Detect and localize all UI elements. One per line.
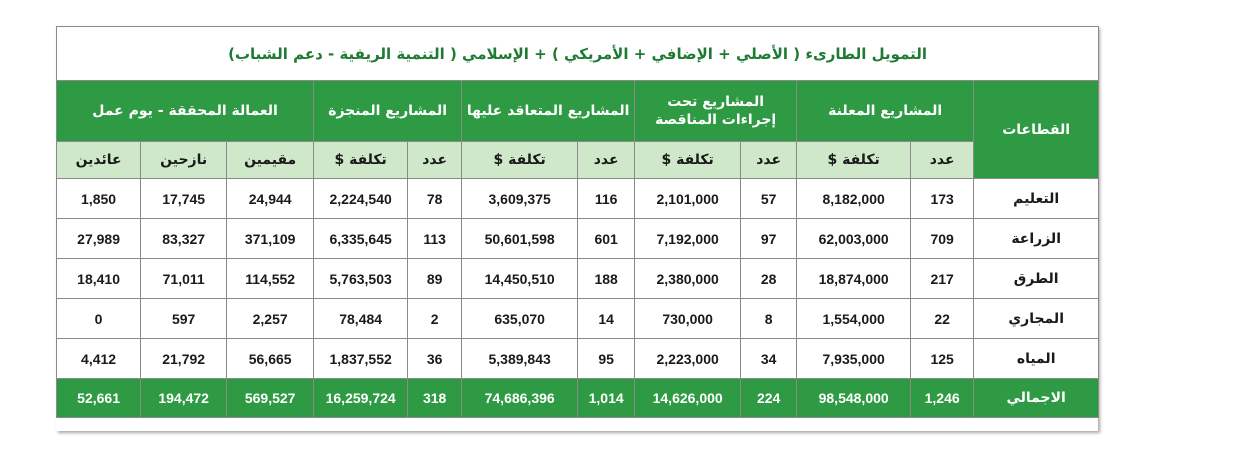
announced-cost-header: تكلفة $ (797, 142, 911, 179)
completed-header: المشاريع المنجزة (314, 81, 462, 142)
total-displaced-cell: 194,472 (141, 379, 227, 418)
displaced-cell: 83,327 (141, 219, 227, 259)
completed-cost-cell: 78,484 (314, 299, 408, 339)
completed-count-cell: 36 (408, 339, 462, 379)
tendering-count-cell: 28 (741, 259, 797, 299)
total-returnees-cell: 52,661 (57, 379, 141, 418)
funding-table (56, 26, 1099, 418)
title-row (57, 27, 1099, 81)
completed-count-cell: 2 (408, 299, 462, 339)
total-announced-count-cell: 1,246 (911, 379, 974, 418)
contracted-cost-cell: 14,450,510 (462, 259, 578, 299)
tendering-count-cell: 8 (741, 299, 797, 339)
announced-count-cell: 217 (911, 259, 974, 299)
tendering-header (635, 81, 797, 142)
total-tendering-count-cell: 224 (741, 379, 797, 418)
sector-cell: المياه (974, 339, 1099, 379)
total-completed-cost-cell: 16,259,724 (314, 379, 408, 418)
returnees-cell: 27,989 (57, 219, 141, 259)
completed-cost-cell: 6,335,645 (314, 219, 408, 259)
residents-header: مقيمين (227, 142, 314, 179)
displaced-header: نازحين (141, 142, 227, 179)
completed-cost-header: تكلفة $ (314, 142, 408, 179)
returnees-cell: 4,412 (57, 339, 141, 379)
completed-cost-cell: 2,224,540 (314, 179, 408, 219)
sector-cell: الزراعة (974, 219, 1099, 259)
completed-cost-cell: 5,763,503 (314, 259, 408, 299)
sector-cell: الطرق (974, 259, 1099, 299)
contracted-header: المشاريع المتعاقد عليها (462, 81, 635, 142)
announced-count-header: عدد (911, 142, 974, 179)
residents-cell: 24,944 (227, 179, 314, 219)
total-label-cell: الاجمالي (974, 379, 1099, 418)
displaced-cell: 71,011 (141, 259, 227, 299)
total-announced-cost-cell: 98,548,000 (797, 379, 911, 418)
total-contracted-cost-cell: 74,686,396 (462, 379, 578, 418)
funding-table-container (56, 26, 1098, 418)
total-tendering-cost-cell: 14,626,000 (635, 379, 741, 418)
returnees-cell: 0 (57, 299, 141, 339)
returnees-cell: 1,850 (57, 179, 141, 219)
tendering-header-line2: إجراءات المناقصة (655, 112, 777, 128)
announced-cost-cell: 1,554,000 (797, 299, 911, 339)
table-row (57, 219, 1099, 259)
table-row (57, 179, 1099, 219)
tendering-count-header: عدد (741, 142, 797, 179)
residents-cell: 2,257 (227, 299, 314, 339)
total-row (57, 379, 1099, 418)
completed-cost-cell: 1,837,552 (314, 339, 408, 379)
residents-cell: 371,109 (227, 219, 314, 259)
returnees-header: عائدين (57, 142, 141, 179)
contracted-count-cell: 14 (578, 299, 635, 339)
contracted-cost-cell: 5,389,843 (462, 339, 578, 379)
announced-header: المشاريع المعلنة (797, 81, 974, 142)
announced-cost-cell: 7,935,000 (797, 339, 911, 379)
employment-header: العمالة المحققة - يوم عمل (57, 81, 314, 142)
completed-count-cell: 89 (408, 259, 462, 299)
tendering-count-cell: 34 (741, 339, 797, 379)
contracted-count-cell: 116 (578, 179, 635, 219)
residents-cell: 114,552 (227, 259, 314, 299)
sector-cell: المجاري (974, 299, 1099, 339)
contracted-cost-cell: 3,609,375 (462, 179, 578, 219)
tendering-cost-cell: 2,223,000 (635, 339, 741, 379)
tendering-cost-cell: 730,000 (635, 299, 741, 339)
completed-count-cell: 78 (408, 179, 462, 219)
total-contracted-count-cell: 1,014 (578, 379, 635, 418)
residents-cell: 56,665 (227, 339, 314, 379)
tendering-count-cell: 57 (741, 179, 797, 219)
tendering-cost-header: تكلفة $ (635, 142, 741, 179)
sectors-header: القطاعات (974, 81, 1099, 179)
contracted-count-cell: 95 (578, 339, 635, 379)
displaced-cell: 597 (141, 299, 227, 339)
announced-cost-cell: 8,182,000 (797, 179, 911, 219)
contracted-count-header: عدد (578, 142, 635, 179)
total-residents-cell: 569,527 (227, 379, 314, 418)
returnees-cell: 18,410 (57, 259, 141, 299)
header-row (57, 81, 1099, 142)
tendering-cost-cell: 2,380,000 (635, 259, 741, 299)
announced-cost-cell: 18,874,000 (797, 259, 911, 299)
tendering-count-cell: 97 (741, 219, 797, 259)
completed-count-cell: 113 (408, 219, 462, 259)
contracted-cost-cell: 635,070 (462, 299, 578, 339)
announced-count-cell: 22 (911, 299, 974, 339)
displaced-cell: 21,792 (141, 339, 227, 379)
subheader-row (57, 142, 1099, 179)
contracted-cost-header: تكلفة $ (462, 142, 578, 179)
sector-cell: التعليم (974, 179, 1099, 219)
table-row (57, 259, 1099, 299)
tendering-cost-cell: 2,101,000 (635, 179, 741, 219)
tendering-cost-cell: 7,192,000 (635, 219, 741, 259)
total-completed-count-cell: 318 (408, 379, 462, 418)
completed-count-header: عدد (408, 142, 462, 179)
contracted-count-cell: 188 (578, 259, 635, 299)
table-row (57, 299, 1099, 339)
displaced-cell: 17,745 (141, 179, 227, 219)
announced-count-cell: 173 (911, 179, 974, 219)
announced-count-cell: 709 (911, 219, 974, 259)
table-row (57, 339, 1099, 379)
contracted-count-cell: 601 (578, 219, 635, 259)
announced-cost-cell: 62,003,000 (797, 219, 911, 259)
tendering-header-line1: المشاريع تحت (667, 94, 765, 110)
table-title: التمويل الطارىء ( الأصلي + الإضافي + الأمريكي ) + الإسلامي ( التنمية الريفية - دعم الشباب) (57, 27, 1099, 81)
announced-count-cell: 125 (911, 339, 974, 379)
contracted-cost-cell: 50,601,598 (462, 219, 578, 259)
